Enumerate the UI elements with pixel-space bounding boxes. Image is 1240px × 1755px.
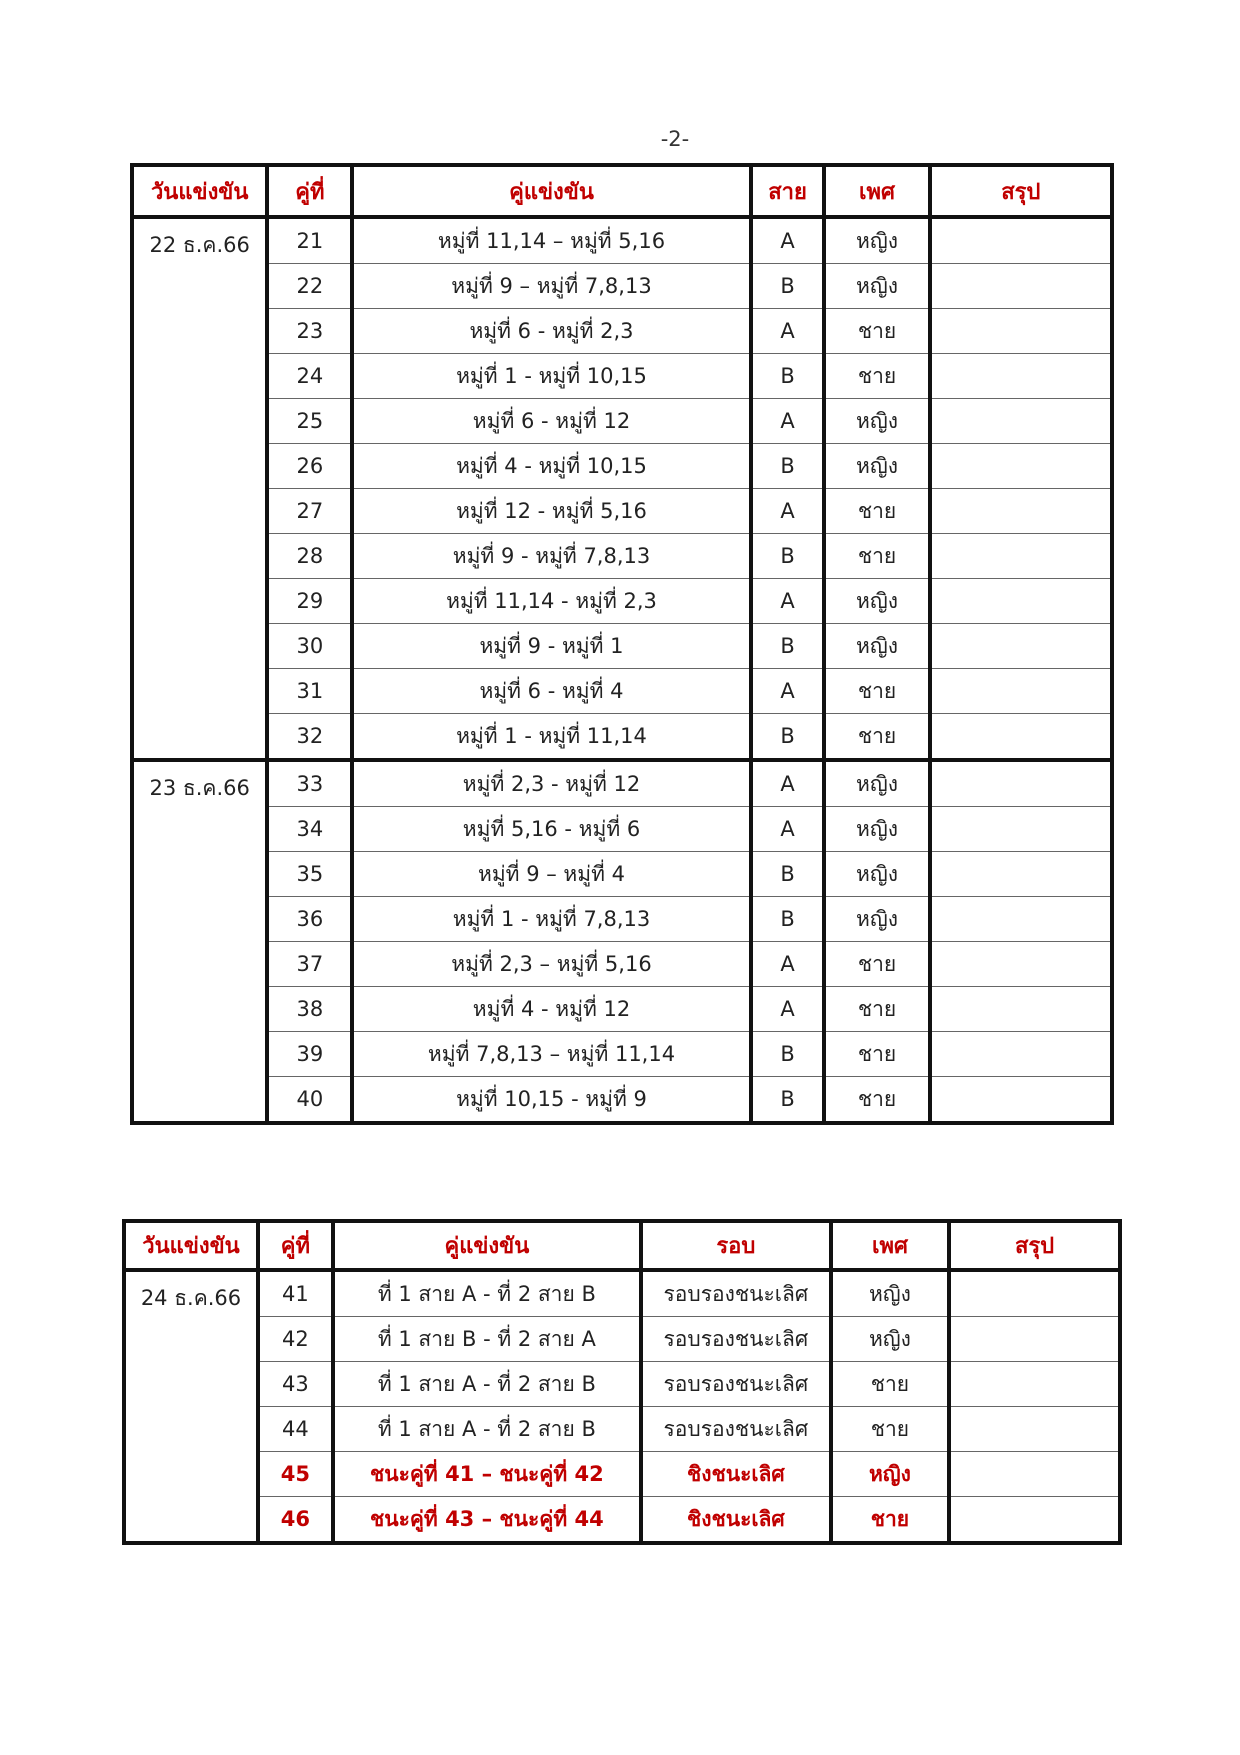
match-gender: หญิง [824, 579, 929, 624]
table-row [132, 489, 1112, 534]
match-summary [949, 1497, 1120, 1544]
match-date: 23 ธ.ค.66 [132, 760, 267, 1123]
table-row [132, 354, 1112, 399]
match-summary [930, 579, 1112, 624]
match-number: 40 [267, 1077, 352, 1124]
match-teams: หมู่ที่ 10,15 - หมู่ที่ 9 [352, 1077, 750, 1124]
match-summary [930, 669, 1112, 714]
match-summary [930, 714, 1112, 761]
match-summary [930, 489, 1112, 534]
match-teams: หมู่ที่ 9 – หมู่ที่ 7,8,13 [352, 264, 750, 309]
match-summary [930, 624, 1112, 669]
match-summary [930, 1032, 1112, 1077]
match-number: 22 [267, 264, 352, 309]
match-teams: หมู่ที่ 4 - หมู่ที่ 12 [352, 987, 750, 1032]
match-line: A [751, 942, 825, 987]
match-line: B [751, 444, 825, 489]
match-line: B [751, 534, 825, 579]
table-row [124, 1317, 1120, 1362]
table-row [132, 624, 1112, 669]
match-teams: หมู่ที่ 11,14 – หมู่ที่ 5,16 [352, 217, 750, 264]
match-line: B [751, 714, 825, 761]
table-row [132, 714, 1112, 761]
match-teams: หมู่ที่ 2,3 – หมู่ที่ 5,16 [352, 942, 750, 987]
match-summary [930, 354, 1112, 399]
match-number: 23 [267, 309, 352, 354]
match-summary [930, 987, 1112, 1032]
match-gender: หญิง [824, 760, 929, 807]
match-number: 41 [258, 1270, 333, 1317]
match-gender: ชาย [824, 354, 929, 399]
match-summary [930, 399, 1112, 444]
match-teams: ชนะคู่ที่ 41 – ชนะคู่ที่ 42 [333, 1452, 641, 1497]
match-number: 45 [258, 1452, 333, 1497]
table-header-row [124, 1221, 1120, 1270]
table-row [132, 942, 1112, 987]
match-gender: ชาย [824, 534, 929, 579]
match-summary [949, 1452, 1120, 1497]
table-row [132, 897, 1112, 942]
match-gender: ชาย [824, 489, 929, 534]
match-summary [930, 217, 1112, 264]
header-summary: สรุป [930, 165, 1112, 217]
match-teams: หมู่ที่ 5,16 - หมู่ที่ 6 [352, 807, 750, 852]
match-gender: ชาย [824, 309, 929, 354]
match-gender: หญิง [824, 217, 929, 264]
match-summary [949, 1362, 1120, 1407]
match-gender: หญิง [831, 1452, 949, 1497]
match-gender: หญิง [824, 897, 929, 942]
match-line: A [751, 579, 825, 624]
match-gender: ชาย [824, 942, 929, 987]
match-round: รอบรองชนะเลิศ [641, 1407, 831, 1452]
match-gender: ชาย [831, 1362, 949, 1407]
table-row [132, 669, 1112, 714]
match-gender: หญิง [824, 624, 929, 669]
match-line: A [751, 309, 825, 354]
match-round: รอบรองชนะเลิศ [641, 1362, 831, 1407]
match-teams: หมู่ที่ 9 - หมู่ที่ 7,8,13 [352, 534, 750, 579]
match-teams: ที่ 1 สาย A - ที่ 2 สาย B [333, 1270, 641, 1317]
match-line: B [751, 264, 825, 309]
match-line: B [751, 1032, 825, 1077]
table-row [124, 1497, 1120, 1544]
match-number: 43 [258, 1362, 333, 1407]
header-date: วันแข่งขัน [124, 1221, 258, 1270]
match-teams: หมู่ที่ 9 – หมู่ที่ 4 [352, 852, 750, 897]
header-gender: เพศ [824, 165, 929, 217]
match-number: 25 [267, 399, 352, 444]
schedule-table-finals [122, 1219, 1122, 1545]
match-line: B [751, 852, 825, 897]
match-line: A [751, 489, 825, 534]
match-gender: หญิง [824, 399, 929, 444]
table-row [132, 807, 1112, 852]
match-teams: หมู่ที่ 6 - หมู่ที่ 2,3 [352, 309, 750, 354]
match-number: 32 [267, 714, 352, 761]
match-round: รอบรองชนะเลิศ [641, 1270, 831, 1317]
match-teams: หมู่ที่ 1 - หมู่ที่ 11,14 [352, 714, 750, 761]
match-teams: ที่ 1 สาย B - ที่ 2 สาย A [333, 1317, 641, 1362]
match-line: B [751, 354, 825, 399]
match-gender: หญิง [831, 1270, 949, 1317]
match-number: 44 [258, 1407, 333, 1452]
match-gender: หญิง [824, 264, 929, 309]
match-teams: ที่ 1 สาย A - ที่ 2 สาย B [333, 1407, 641, 1452]
match-number: 28 [267, 534, 352, 579]
table-row [132, 760, 1112, 807]
header-summary: สรุป [949, 1221, 1120, 1270]
table-row [124, 1362, 1120, 1407]
match-summary [930, 897, 1112, 942]
match-line: A [751, 760, 825, 807]
header-round: รอบ [641, 1221, 831, 1270]
match-teams: หมู่ที่ 9 - หมู่ที่ 1 [352, 624, 750, 669]
match-teams: ที่ 1 สาย A - ที่ 2 สาย B [333, 1362, 641, 1407]
match-teams: หมู่ที่ 1 - หมู่ที่ 10,15 [352, 354, 750, 399]
match-summary [949, 1317, 1120, 1362]
table-row [132, 987, 1112, 1032]
match-number: 31 [267, 669, 352, 714]
match-round: ชิงชนะเลิศ [641, 1497, 831, 1544]
match-line: B [751, 1077, 825, 1124]
match-summary [930, 942, 1112, 987]
match-gender: ชาย [824, 1077, 929, 1124]
header-match: คู่แข่งขัน [352, 165, 750, 217]
match-line: A [751, 399, 825, 444]
match-number: 37 [267, 942, 352, 987]
match-gender: หญิง [831, 1317, 949, 1362]
schedule-table-group-stage [130, 163, 1114, 1125]
match-number: 21 [267, 217, 352, 264]
match-number: 26 [267, 444, 352, 489]
match-summary [930, 264, 1112, 309]
table-row [124, 1407, 1120, 1452]
match-gender: ชาย [831, 1497, 949, 1544]
header-date: วันแข่งขัน [132, 165, 267, 217]
match-round: ชิงชนะเลิศ [641, 1452, 831, 1497]
table-row [132, 444, 1112, 489]
match-teams: หมู่ที่ 11,14 - หมู่ที่ 2,3 [352, 579, 750, 624]
match-teams: ชนะคู่ที่ 43 – ชนะคู่ที่ 44 [333, 1497, 641, 1544]
match-date: 22 ธ.ค.66 [132, 217, 267, 760]
match-gender: ชาย [831, 1407, 949, 1452]
match-line: B [751, 624, 825, 669]
match-number: 35 [267, 852, 352, 897]
match-gender: หญิง [824, 852, 929, 897]
match-number: 36 [267, 897, 352, 942]
match-number: 46 [258, 1497, 333, 1544]
match-gender: หญิง [824, 444, 929, 489]
match-summary [930, 1077, 1112, 1124]
match-number: 34 [267, 807, 352, 852]
header-match-number: คู่ที่ [267, 165, 352, 217]
match-line: A [751, 217, 825, 264]
header-match-number: คู่ที่ [258, 1221, 333, 1270]
match-number: 39 [267, 1032, 352, 1077]
match-line: A [751, 807, 825, 852]
match-teams: หมู่ที่ 12 - หมู่ที่ 5,16 [352, 489, 750, 534]
match-teams: หมู่ที่ 6 - หมู่ที่ 4 [352, 669, 750, 714]
header-line: สาย [751, 165, 825, 217]
match-teams: หมู่ที่ 7,8,13 – หมู่ที่ 11,14 [352, 1032, 750, 1077]
table-row [132, 852, 1112, 897]
match-number: 30 [267, 624, 352, 669]
header-gender: เพศ [831, 1221, 949, 1270]
match-summary [930, 309, 1112, 354]
table-row [132, 1077, 1112, 1124]
match-line: A [751, 669, 825, 714]
table-row [124, 1270, 1120, 1317]
match-teams: หมู่ที่ 4 - หมู่ที่ 10,15 [352, 444, 750, 489]
match-teams: หมู่ที่ 1 - หมู่ที่ 7,8,13 [352, 897, 750, 942]
match-teams: หมู่ที่ 2,3 - หมู่ที่ 12 [352, 760, 750, 807]
table-row [132, 579, 1112, 624]
match-summary [930, 807, 1112, 852]
match-number: 42 [258, 1317, 333, 1362]
match-gender: ชาย [824, 987, 929, 1032]
table-row [132, 309, 1112, 354]
match-summary [930, 444, 1112, 489]
table-row [132, 264, 1112, 309]
match-date: 24 ธ.ค.66 [124, 1270, 258, 1543]
table-row [132, 1032, 1112, 1077]
match-number: 33 [267, 760, 352, 807]
header-match: คู่แข่งขัน [333, 1221, 641, 1270]
match-summary [949, 1270, 1120, 1317]
match-number: 29 [267, 579, 352, 624]
page-number: -2- [660, 127, 690, 151]
match-number: 38 [267, 987, 352, 1032]
match-round: รอบรองชนะเลิศ [641, 1317, 831, 1362]
table-row [132, 399, 1112, 444]
match-summary [949, 1407, 1120, 1452]
match-gender: ชาย [824, 669, 929, 714]
table-row [132, 217, 1112, 264]
match-summary [930, 852, 1112, 897]
table-row [124, 1452, 1120, 1497]
table-header-row [132, 165, 1112, 217]
match-line: A [751, 987, 825, 1032]
match-gender: หญิง [824, 807, 929, 852]
match-number: 27 [267, 489, 352, 534]
match-summary [930, 534, 1112, 579]
match-gender: ชาย [824, 714, 929, 761]
match-summary [930, 760, 1112, 807]
match-teams: หมู่ที่ 6 - หมู่ที่ 12 [352, 399, 750, 444]
match-line: B [751, 897, 825, 942]
match-gender: ชาย [824, 1032, 929, 1077]
table-row [132, 534, 1112, 579]
match-number: 24 [267, 354, 352, 399]
